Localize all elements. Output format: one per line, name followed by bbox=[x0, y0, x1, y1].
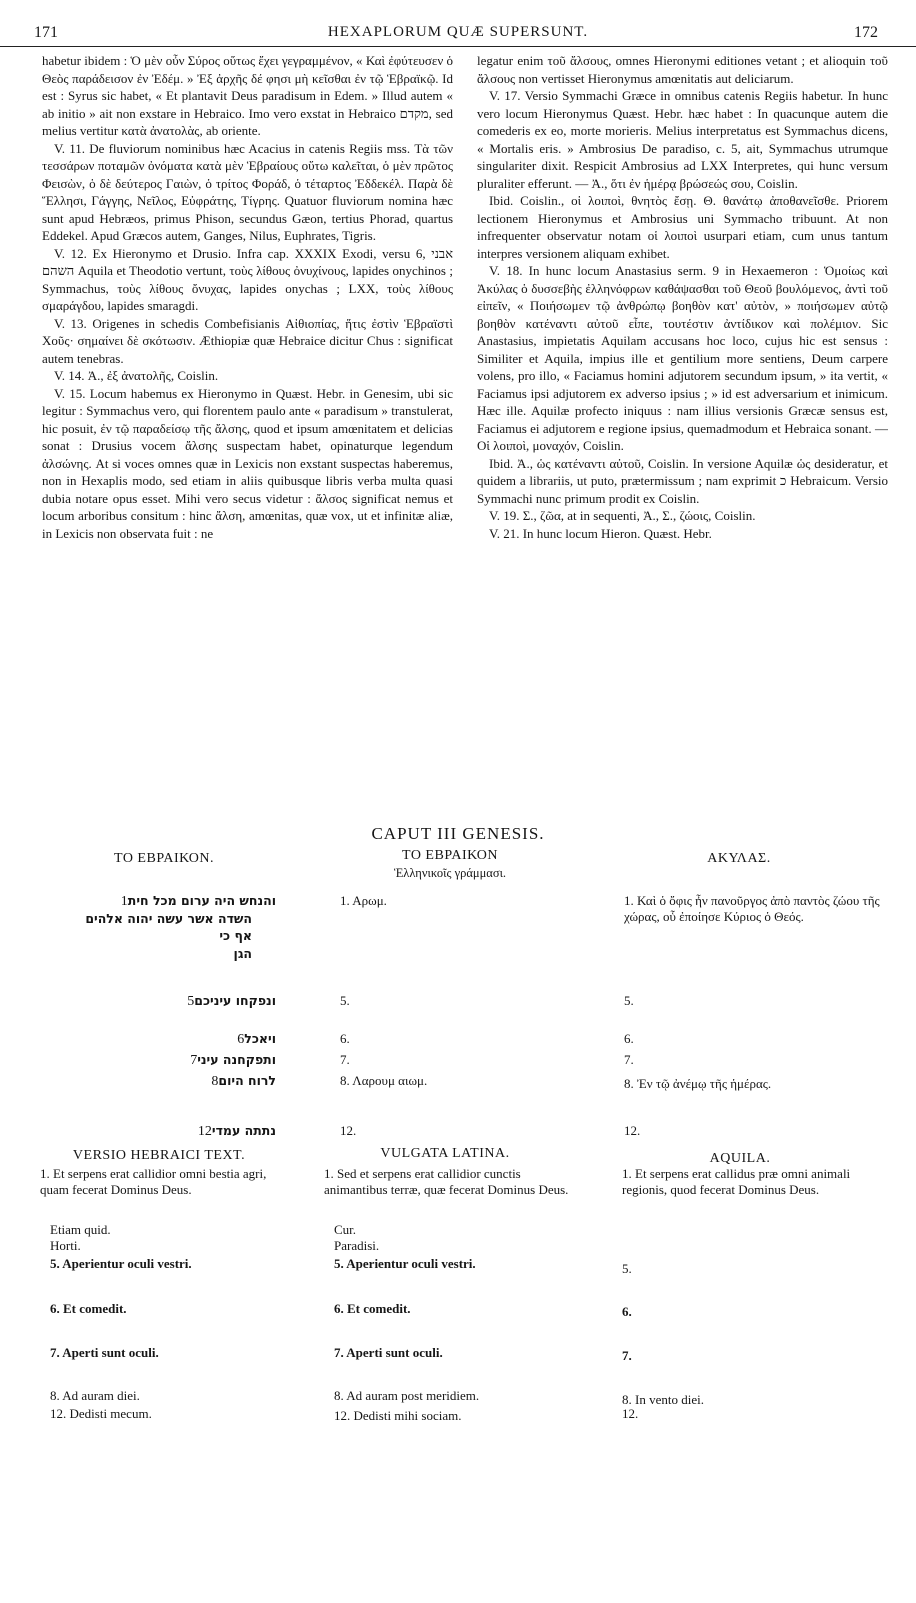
vulgata-entry: 6. Et comedit. bbox=[334, 1301, 411, 1316]
commentary-paragraph: Ibid. Coislin., οἱ λοιποὶ, θνητὸς ἔσῃ. Θ. θανάτῳ ἀποθανεῖσθε. Priorem lectionem Hieronymus et Ambrosius uni Symmacho tribuunt. At non infrequenter observatur notam οἱ λοιποὶ usurpari etiam, cum unus tantum interpres versionem aliquam exhibet. bbox=[477, 193, 888, 261]
aquila-entry: 1. Καὶ ὁ ὄφις ἦν πανοῦργος ἀπὸ παντὸς ζώου τῆς χώρας, οὗ ἐποίησε Κύριος ὁ Θεός. bbox=[624, 893, 880, 924]
translit-entry: 8. Λαρουμ αιωμ. bbox=[340, 1073, 428, 1088]
vulgata-entry: 5. Aperientur oculi vestri. bbox=[334, 1256, 476, 1271]
vulgata-entry: Cur. bbox=[334, 1222, 357, 1237]
commentary-paragraph: V. 17. Versio Symmachi Græce in omnibus catenis Regiis habetur. In hunc vero locum Hieronymus Quæst. Hebr. hæc habet : In quacunque autem die comederis ex eo, morte morieris. Melius interpretatus est Symmachus dicens, « Mortalis eris. » Ambrosius De paradiso, c. 5, ait, Symmachus utrumque singulariter dixit. Respicit Ambrosius ad LXX Interpretes, qui hunc versum pluraliter efferunt. — Ἀ., ὅτι ἐν ἡμέρᾳ βρώσεώς σου, Coislin. bbox=[477, 88, 888, 191]
aquila-latin-entry: 8. In vento diei. bbox=[622, 1392, 704, 1407]
commentary-paragraph: V. 19. Σ., ζῶα, at in sequenti, Ἀ., Σ., ζώοις, Coislin. bbox=[489, 508, 756, 523]
aquila-latin-entry: 6. bbox=[622, 1304, 632, 1319]
aquila-entry: 5. bbox=[624, 993, 634, 1008]
vulgata-entry: 7. Aperti sunt oculi. bbox=[334, 1345, 443, 1360]
hebrew-line: נתתה עמדי12 bbox=[197, 1123, 276, 1139]
hebrew-line: הגן bbox=[233, 946, 252, 961]
chapter-title: CAPUT III GENESIS. bbox=[371, 824, 545, 843]
vulgata-column-header: VULGATA LATINA. bbox=[380, 1146, 510, 1161]
aquila-latin-entry: 7. bbox=[622, 1348, 632, 1363]
versio-entry: 1. Et serpens erat callidior omni bestia agri, quam fecerat Dominus Deus. bbox=[40, 1166, 267, 1197]
translit-entry: 7. bbox=[340, 1052, 350, 1067]
translit-entry: 1. Αρωμ. bbox=[340, 893, 387, 908]
verse-number: 6 bbox=[237, 1032, 245, 1047]
versio-entry: 8. Ad auram diei. bbox=[50, 1388, 140, 1403]
vulgata-entry: 8. Ad auram post meridiem. bbox=[334, 1388, 480, 1403]
aquila-latin-entry: 1. Et serpens erat callidus præ omni animali regionis, quod fecerat Dominus Deus. bbox=[622, 1166, 851, 1197]
aquila-latin-entry: 12. bbox=[622, 1406, 639, 1421]
commentary-right-column bbox=[477, 52, 888, 852]
versio-entry: 12. Dedisti mecum. bbox=[50, 1406, 152, 1421]
page-number-left: 171 bbox=[34, 24, 58, 41]
aquila-entry: 7. bbox=[624, 1052, 634, 1067]
commentary-paragraph: V. 15. Locum habemus ex Hieronymo in Quæst. Hebr. in Genesim, ubi sic legitur : Symmachus vero, qui florentem paulo ante « paradisum » transtulerat, hic posuit, ἐν τῷ παραδείσῳ τῆς ἄλσης, quod et ipsum amœnitatem et delicias sonat : Drusius vocem ἄλσης suspectam habet, opinaturque legendum ἀλσώνης. At si voces omnes quæ in Lexicis non exstant suspectas haberemus, non in Hexaplis modo, sed etiam in aliis quibusque libris verba multa quasi dubia notare opus esset. Mihi vero secus videtur : ἄλσος significat nemus et locum arboribus consitum : hinc ἄλση, amœnitas, quæ vox, ut et infinitæ aliæ, in Lexicis non observata fuit : ne bbox=[42, 385, 453, 541]
aquila-entry: 8. Ἐν τῷ ἀνέμῳ τῆς ἡμέρας. bbox=[624, 1076, 772, 1091]
aquila-entry: 6. bbox=[624, 1031, 634, 1046]
commentary-paragraph: V. 14. Ἀ., ἐξ ἀνατολῆς, Coislin. bbox=[54, 368, 219, 383]
commentary-paragraph: V. 21. In hunc locum Hieron. Quæst. Hebr. bbox=[489, 525, 712, 541]
commentary-paragraph: V. 12. Ex Hieronymo et Drusio. Infra cap. XXXIX Exodi, versu 6, אבני השהם Aquila et Theodotio vertunt, τοὺς λίθους ὀνυχίνους, lapides onychinos ; Symmachus, τοὺς λίθους ὄνυχας, lapides onychas ; LXX, τοὺς λίθους σμαράγδου, lapides smaragdi. bbox=[42, 245, 453, 313]
versio-entry: 5. Aperientur oculi vestri. bbox=[50, 1256, 192, 1271]
aquila-latin-column-header: AQUILA. bbox=[709, 1151, 771, 1166]
versio-entry: Horti. bbox=[50, 1238, 81, 1253]
verse-number: 7 bbox=[190, 1053, 198, 1068]
hebrew-line: אף כי bbox=[219, 928, 252, 943]
running-title: HEXAPLORUM QUÆ SUPERSUNT. bbox=[327, 24, 589, 40]
versio-entry: 6. Et comedit. bbox=[50, 1301, 127, 1316]
aquila-entry: 12. bbox=[624, 1123, 641, 1138]
commentary-paragraph: habetur ibidem : Ὁ μὲν οὖν Σύρος οὕτως ἔχει γεγραμμένον, « Καὶ ἐφύτευσεν ὁ Θεὸς παράδεισον ἐν Ἐδέμ. » Ἐξ ἀρχῆς δέ φησι μὴ κεῖσθαι ἐν τῷ Ἑβραϊκῷ. Id est : Syrus sic habet, « Et plantavit Deus paradisum in Edem. » Illud autem « ab initio » ait non exstare in Hebraico. Imo vero exstat in Hebraico מקדם, sed melius vertitur κατὰ ἀνατολὰς, ab oriente. bbox=[42, 53, 453, 138]
translit-entry: 5. bbox=[340, 993, 350, 1008]
commentary-paragraph: legatur enim τοῦ ἄλσους, omnes Hieronymi editiones vetant ; et alioquin τοῦ ἄλσους non vertisset Hieronymus amœnitatis aut deliciarum. bbox=[477, 53, 888, 86]
hebrew-line: ותפקחנה עיני7 bbox=[190, 1052, 276, 1068]
commentary-paragraph: V. 13. Origenes in schedis Combefisianis Αἰθιοπίας, ἥτις ἐστὶν Ἑβραϊστὶ Χοῦς· σημαίνει δὲ σκότωσιν. Æthiopiæ quæ Hebraice dicitur Chus : significat autem tenebras. bbox=[42, 315, 453, 366]
vulgata-entry: 1. Sed et serpens erat callidior cunctis animantibus terræ, quæ fecerat Dominus Deus. bbox=[324, 1166, 569, 1197]
page-number-right: 172 bbox=[854, 24, 878, 41]
commentary-paragraph: V. 11. De fluviorum nominibus hæc Acacius in catenis Regiis mss. Τὰ τῶν τεσσάρων ποταμῶν ὀνόματα κατὰ μὲν Ἑβραίους οὕτω καλεῖται, ὁ μὲν πρῶτος Φεισὼν, ὁ δὲ δεύτερος Γαιὼν, ὁ τρίτος Φοράδ, ὁ τέταρτος Ἐδδεκέλ. Παρὰ δὲ Ἕλλησι, Γάγγης, Νεῖλος, Εὐφράτης, Τίγρης. Quatuor fluviorum nomina hæc sunt apud Hebræos, primus Phison, secundus Gæon, tertius Phorad, quartus Eddekel. Apud Græcos autem, Ganges, Nilus, Euphrates, Tigris. bbox=[42, 140, 453, 243]
versio-entry: Etiam quid. bbox=[50, 1222, 111, 1237]
vulgata-entry: 12. Dedisti mihi sociam. bbox=[334, 1408, 462, 1423]
translit-entry: 12. bbox=[340, 1123, 357, 1138]
translit-entry: 6. bbox=[340, 1031, 350, 1046]
hebrew-line: לרוח היום8 bbox=[211, 1073, 276, 1089]
running-head bbox=[0, 22, 916, 47]
versio-entry: 7. Aperti sunt oculi. bbox=[50, 1345, 159, 1360]
translit-column-header: ΤΟ ΕΒΡΑΙΚΟΝ bbox=[402, 848, 498, 863]
commentary-paragraph: Ibid. Ἀ., ὡς κατέναντι αὐτοῦ, Coislin. In versione Aquilæ ὡς desideratur, et quidem a librariis, ut puto, prætermissum ; nam exprimit כ Hebraicum. Versio Symmachi nunc primum prodit ex Coislin. bbox=[477, 455, 888, 506]
hebrew-line: השדה אשר עשה יהוה אלהים bbox=[85, 911, 252, 926]
aquila-column-header: ΑΚΥΛΑΣ. bbox=[707, 851, 771, 866]
translit-column-subheader: Ἑλληνικοῖς γράμμασι. bbox=[393, 866, 507, 880]
hebrew-line: ויאכל6 bbox=[237, 1031, 276, 1047]
verse-number: 5 bbox=[187, 994, 195, 1009]
vulgata-entry: Paradisi. bbox=[334, 1238, 380, 1253]
commentary-left-column bbox=[42, 52, 453, 852]
aquila-latin-entry: 5. bbox=[622, 1261, 632, 1276]
verse-number: 8 bbox=[211, 1074, 219, 1089]
hebrew-line: והנחש היה ערום מכל חית1 bbox=[120, 893, 276, 909]
versio-column-header: VERSIO HEBRAICI TEXT. bbox=[72, 1148, 246, 1163]
verse-number: 1 bbox=[120, 894, 128, 909]
commentary-paragraph: V. 18. In hunc locum Anastasius serm. 9 in Hexaemeron : Ὁμοίως καὶ Ἀκύλας ὁ δυσσεβὴς ἐλληνόφρων καθάψασθαι τοῦ Θεοῦ βουλόμενος, ἀντὶ τοῦ εἰπεῖν, « Ποιήσωμεν τῷ ἀνθρώπῳ βοηθὸν κατ' αὐτὸν, » ποιήσωμεν αὐτῷ βοηθὸν κατέναντι αὐτοῦ εἶπε, τουτέστιν ἀντίδικον καὶ πολέμιον. Sic Anastasius, impietatis Aquilam accusans hoc loco, cujus hic est sensus : Similiter et Aquila, impius ille et gentilium more sentiens, Deum carpere volens, pro illo, « Faciamus homini adjutorem secundum ipsum, » ita vertit, « Faciamus ipsi adjutorem ex adverso ipsius ; » id est adversarium et inimicum. Hæc ille. Aquilæ profecto iniquus : nam illius versionis Græcæ sensus est, Faciamus ei adjutorem e regione ipsius, quemadmodum et Hebraica sonant. — Οἱ λοιποὶ, μοναχόν, Coislin. bbox=[477, 263, 888, 453]
hebrew-line: ונפקחו עיניכם5 bbox=[187, 993, 276, 1009]
hebrew-column-header: ΤΟ ΕΒΡΑΙΚΟΝ. bbox=[114, 851, 214, 866]
verse-number: 12 bbox=[197, 1124, 212, 1139]
